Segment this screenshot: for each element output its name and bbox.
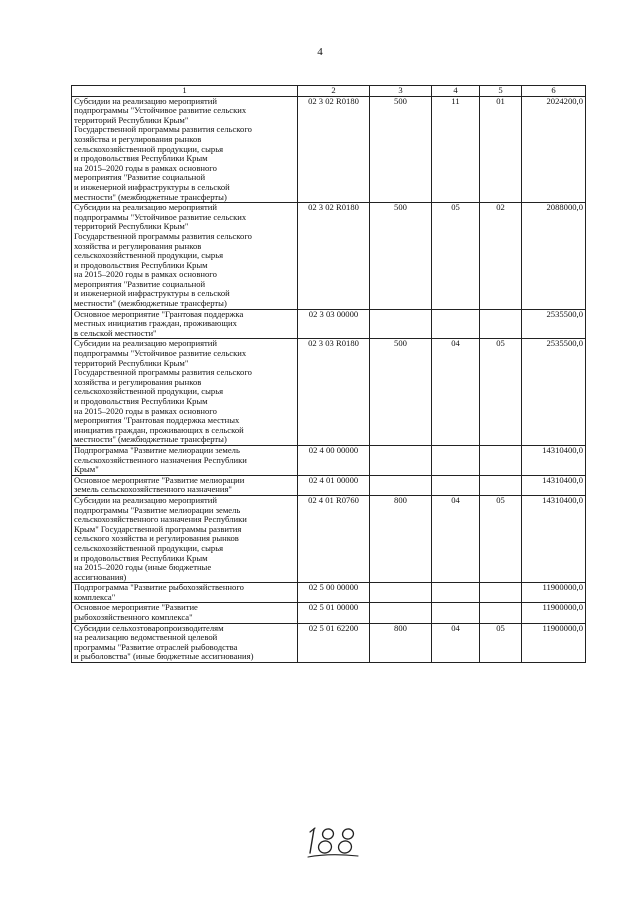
row-rz: 05 [432, 203, 480, 310]
row-code: 02 3 02 R0180 [298, 96, 370, 203]
row-name: Основное мероприятие "Грантовая поддержка местных инициатив граждан, проживающих в сельской местности" [72, 309, 298, 339]
row-code: 02 5 01 62200 [298, 623, 370, 662]
table-row [72, 583, 586, 603]
row-vr: 500 [370, 203, 432, 310]
row-amount: 11900000,0 [522, 583, 586, 603]
header-cell: 5 [480, 86, 522, 97]
row-vr [370, 445, 432, 475]
row-vr [370, 475, 432, 495]
table-row [72, 339, 586, 446]
row-code: 02 3 03 R0180 [298, 339, 370, 446]
row-pr: 05 [480, 495, 522, 582]
header-cell: 4 [432, 86, 480, 97]
row-vr: 800 [370, 623, 432, 662]
row-vr [370, 309, 432, 339]
row-vr: 500 [370, 96, 432, 203]
row-rz [432, 445, 480, 475]
handwritten-page-number [300, 823, 370, 863]
row-code: 02 3 03 00000 [298, 309, 370, 339]
row-pr: 05 [480, 623, 522, 662]
header-cell: 6 [522, 86, 586, 97]
row-rz: 04 [432, 339, 480, 446]
row-name: Основное мероприятие "Развитие мелиорации земель сельскохозяйственного назначения" [72, 475, 298, 495]
table-row [72, 475, 586, 495]
row-name: Субсидии на реализацию мероприятий подпрограммы "Устойчивое развитие сельских территорий Республики Крым" Государственной программы развития сельского хозяйства и регулирования рынков сельскохозяйственной продукции, сырья и продовольствия Республики Крым на 2015–2020 годы в рамках основного мероприятия "Развитие социальной и инженерной инфраструктуры в сельской местности" (межбюджетные трансферты) [72, 203, 298, 310]
row-amount: 2088000,0 [522, 203, 586, 310]
row-rz [432, 603, 480, 623]
row-pr: 01 [480, 96, 522, 203]
row-amount: 11900000,0 [522, 623, 586, 662]
header-cell: 1 [72, 86, 298, 97]
table-row [72, 309, 586, 339]
row-vr: 800 [370, 495, 432, 582]
row-name: Субсидии сельхозтоваропроизводителям на реализацию ведомственной целевой программы "Развитие отраслей рыбоводства и рыболовства" (иные бюджетные ассигнования) [72, 623, 298, 662]
row-rz [432, 475, 480, 495]
row-vr: 500 [370, 339, 432, 446]
row-amount: 14310400,0 [522, 495, 586, 582]
table-row [72, 495, 586, 582]
row-name: Субсидии на реализацию мероприятий подпрограммы "Устойчивое развитие сельских территорий Республики Крым" Государственной программы развития сельского хозяйства и регулирования рынков сельскохозяйственной продукции, сырья и продовольствия Республики Крым на 2015–2020 годы в рамках основного мероприятия "Развитие социальной и инженерной инфраструктуры в сельской местности" (межбюджетные трансферты) [72, 96, 298, 203]
row-pr [480, 583, 522, 603]
table-row [72, 203, 586, 310]
row-name: Основное мероприятие "Развитие рыбохозяйственного комплекса" [72, 603, 298, 623]
row-rz: 11 [432, 96, 480, 203]
row-code: 02 4 00 00000 [298, 445, 370, 475]
row-name: Подпрограмма "Развитие рыбохозяйственного комплекса" [72, 583, 298, 603]
row-rz: 04 [432, 495, 480, 582]
budget-table [71, 85, 586, 663]
row-pr [480, 309, 522, 339]
row-amount: 14310400,0 [522, 475, 586, 495]
row-vr [370, 583, 432, 603]
table-row [72, 623, 586, 662]
row-code: 02 3 02 R0180 [298, 203, 370, 310]
row-name: Подпрограмма "Развитие мелиорации земель сельскохозяйственного назначения Республики Крым" [72, 445, 298, 475]
row-code: 02 5 01 00000 [298, 603, 370, 623]
row-rz [432, 583, 480, 603]
header-cell: 3 [370, 86, 432, 97]
row-rz [432, 309, 480, 339]
header-row [72, 86, 586, 97]
row-code: 02 5 00 00000 [298, 583, 370, 603]
row-rz: 04 [432, 623, 480, 662]
page-number: 4 [317, 46, 323, 58]
table-row [72, 603, 586, 623]
row-amount: 14310400,0 [522, 445, 586, 475]
row-pr: 02 [480, 203, 522, 310]
row-code: 02 4 01 00000 [298, 475, 370, 495]
row-name: Субсидии на реализацию мероприятий подпрограммы "Развитие мелиорации земель сельскохозяйственного назначения Республики Крым" Государственной программы развития сельского хозяйства и регулирования рынков сельскохозяйственной продукции, сырья и продовольствия Республики Крым на 2015–2020 годы (иные бюджетные ассигнования) [72, 495, 298, 582]
row-pr [480, 603, 522, 623]
header-cell: 2 [298, 86, 370, 97]
row-pr: 05 [480, 339, 522, 446]
row-pr [480, 445, 522, 475]
row-amount: 2024200,0 [522, 96, 586, 203]
row-name: Субсидии на реализацию мероприятий подпрограммы "Устойчивое развитие сельских территорий Республики Крым" Государственной программы развития сельского хозяйства и регулирования рынков сельскохозяйственной продукции, сырья и продовольствия Республики Крым на 2015–2020 годы в рамках основного мероприятия "Грантовая поддержка местных инициатив граждан, проживающих в сельской местности" (межбюджетные трансферты) [72, 339, 298, 446]
table-row [72, 96, 586, 203]
table-row [72, 445, 586, 475]
row-amount: 11900000,0 [522, 603, 586, 623]
row-pr [480, 475, 522, 495]
row-amount: 2535500,0 [522, 339, 586, 446]
row-amount: 2535500,0 [522, 309, 586, 339]
row-code: 02 4 01 R0760 [298, 495, 370, 582]
row-vr [370, 603, 432, 623]
